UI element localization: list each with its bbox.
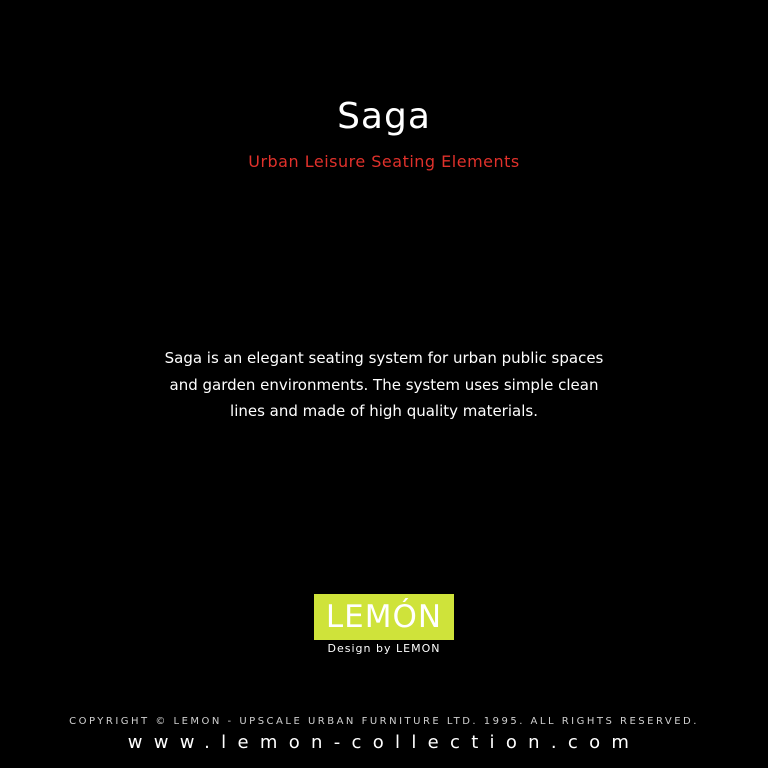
description [84, 345, 684, 425]
logo-tagline: Design by LEMON [327, 642, 441, 655]
page-subtitle: Urban Leisure Seating Elements [248, 152, 520, 171]
website-url: www.lemon-collection.com [127, 732, 641, 753]
description-line: Saga is an elegant seating system for urban public spaces [164, 349, 604, 367]
description-line: lines and made of high quality materials. [230, 402, 538, 420]
page-title: Saga [337, 96, 431, 137]
description-line: and garden environments. The system uses simple clean [169, 375, 599, 394]
logo-text: LEMÓN [325, 599, 443, 635]
copyright-notice: COPYRIGHT © LEMON - UPSCALE URBAN FURNITURE LTD. 1995. ALL RIGHTS RESERVED. [69, 716, 699, 727]
lemon-logo [314, 594, 454, 640]
